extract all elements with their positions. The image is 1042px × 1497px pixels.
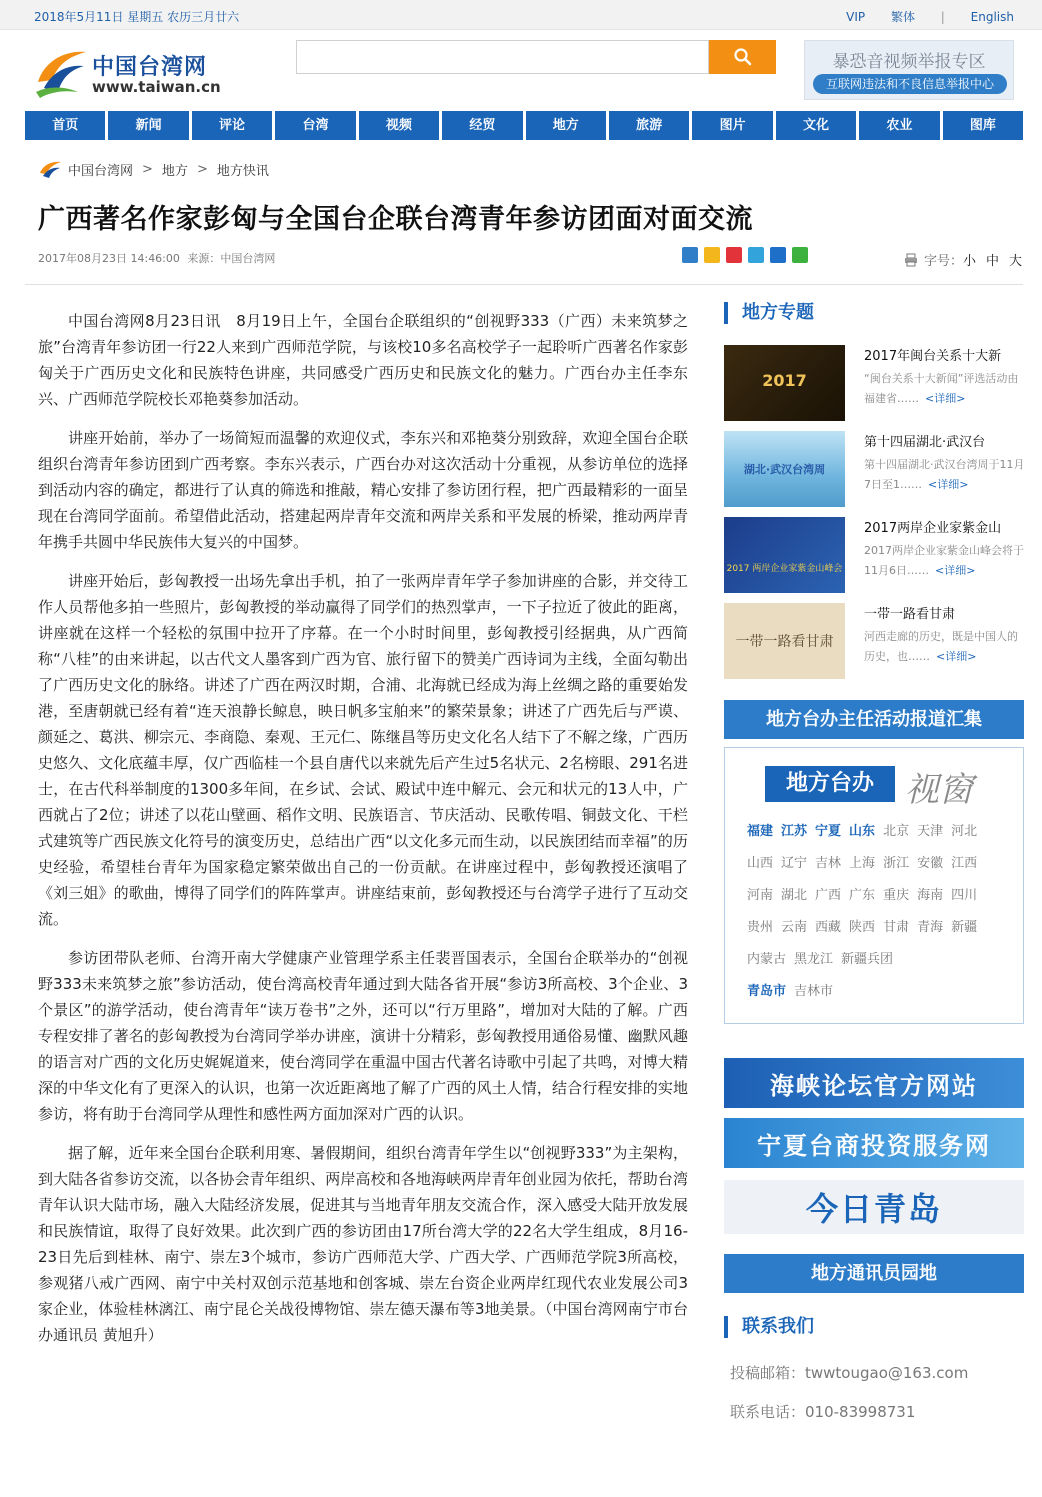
region-link[interactable]: 甘肃 [883,920,910,935]
contact-email: 投稿邮箱：twwtougao@163.com [730,1364,969,1382]
breadcrumb-separator: > [142,161,153,177]
topic-more-link[interactable]: <详细> [936,650,977,663]
share-bar [682,247,808,263]
logo-bird-icon [38,159,62,179]
topic-item[interactable] [724,603,1024,681]
nav-item-travel[interactable]: 旅游 [609,111,689,140]
separator: | [940,10,945,24]
topic-more-link[interactable]: <详细> [925,392,966,405]
site-logo[interactable] [34,42,234,102]
printer-icon[interactable] [904,253,918,267]
region-link[interactable]: 贵州 [747,920,774,935]
region-link[interactable]: 北京 [883,824,910,839]
article-source: 来源：中国台湾网 [187,252,276,265]
share-tencent-icon[interactable] [748,247,764,263]
breadcrumb-separator: > [196,161,208,177]
region-link[interactable]: 内蒙古 [747,952,787,967]
topic-desc-text: 第十四届湖北·武汉台湾周于11月7日至1…… [864,458,1025,491]
region-link[interactable]: 西藏 [815,920,842,935]
logo-chinese: 中国台湾网 [92,55,208,80]
region-link[interactable]: 浙江 [883,856,910,871]
director-report-banner[interactable]: 地方台办主任活动报道汇集 [724,700,1024,739]
region-link[interactable]: 四川 [951,888,978,903]
contact-phone: 联系电话：010-83998731 [730,1403,916,1421]
font-large-button[interactable]: 大 [1009,254,1023,269]
region-link[interactable]: 山西 [747,856,774,871]
topic-desc [864,541,1026,581]
share-wechat-icon[interactable] [792,247,808,263]
region-links [747,820,1009,1012]
nav-item-taiwan[interactable]: 台湾 [275,111,355,140]
region-link[interactable]: 辽宁 [781,856,808,871]
share-qzone-icon[interactable] [704,247,720,263]
topic-item[interactable] [724,345,1024,423]
article-date: 2017年08月23日 14:46:00 [38,252,180,265]
region-link[interactable]: 青海 [917,920,944,935]
topic-item[interactable] [724,517,1024,595]
nav-item-gallery[interactable]: 图库 [943,111,1023,140]
share-renren-icon[interactable] [770,247,786,263]
correspondent-banner[interactable]: 地方通讯员园地 [724,1254,1024,1293]
region-link[interactable]: 吉林市 [794,984,834,999]
topic-thumbnail[interactable] [724,517,845,593]
topic-desc [864,627,1026,667]
nav-item-news[interactable]: 新闻 [108,111,188,140]
article-body [38,308,688,1361]
search-button[interactable] [709,40,776,74]
main-nav [25,111,1023,140]
topic-thumb-text: 2017 [762,371,807,390]
article-paragraph: 讲座开始后，彭匈教授一出场先拿出手机，拍了一张两岸青年学子参加讲座的合影，并交待工作人员帮他多拍一些照片，彭匈教授的举动赢得了同学们的热烈掌声，一下子拉近了彼此的距离，讲座就在这样一个轻松的氛围中拉开了序幕。在一个小时时间里，彭匈教授引经据典，从广西简称“八桂”的由来讲起，以古代文人墨客到广西为官、旅行留下的赞美广西诗词为主线，全面勾勒出了广西历史文化的脉络。讲述了广西在两汉时期，合浦、北海就已经成为海上丝绸之路的重要始发港，至唐朝就已经有着“连天浪静长鲸息，映日帆多宝舶来”的繁荣景象；讲述了广西先后与严谟、颜延之、葛洪、柳宗元、李商隐、秦观、王元仁、陈继昌等历史文化名人结下了不解之缘，广西历史悠久、文化底蕴丰厚，仅广西临桂一个县自唐代以来就先后产生过5名状元、2名榜眼、291名进士，在古代科举制度的1300多年间，在乡试、会试、殿试中连中解元、会元和状元的13人中，广西就占了2位；讲述了以花山壁画、稻作文明、民族语言、节庆活动、民歌传唱、铜鼓文化、干栏式建筑等广西民族文化符号的演变历史，总结出广西“以文化多元而生动，以民族团结而幸福”的历史经验，希望桂台青年为国家稳定繁荣做出自己的一份贡献。在讲座过程中，彭匈教授还演唱了《刘三姐》的歌曲，博得了同学们的阵阵掌声。讲座结束前，彭匈教授还与台湾学子进行了互动交流。 [38,572,688,928]
logo-english: www.taiwan.cn [92,78,221,96]
topic-desc [864,369,1026,409]
article-paragraph: 参访团带队老师、台湾开南大学健康产业管理学系主任裴晋国表示，全国台企联举办的“创视野333未来筑梦之旅”参访活动，使台湾高校青年通过到大陆各省开展“参访3所高校、3个企业、3个景区”的游学活动，使台湾青年“读万卷书”之外，还可以“行万里路”，增加对大陆的了解。广西专程安排了著名的彭匈教授为台湾同学举办讲座，演讲十分精彩，彭匈教授用通俗易懂、幽默风趣的语言对广西的文化历史娓娓道来，使台湾同学在重温中国古代著名诗歌中引起了共鸣，对博大精深的中华文化有了更深入的认识，也第一次近距离地了解了广西的风土人情，结合行程安排的实地参访，将有助于台湾同学从理性和感性两方面加深对广西的认识。 [38,949,688,1123]
contact-heading: 联系我们 [724,1316,814,1338]
region-link[interactable]: 福建 [747,824,774,839]
breadcrumb-home[interactable]: 中国台湾网 [68,163,134,179]
search-icon [733,47,753,67]
font-medium-button[interactable]: 中 [986,254,1000,269]
topic-more-link[interactable]: <详细> [928,478,969,491]
breadcrumb [38,159,269,179]
breadcrumb-local-news[interactable]: 地方快讯 [216,163,269,179]
regional-office-title [765,762,987,810]
report-zone-banner[interactable] [804,40,1014,100]
region-link[interactable]: 河南 [747,888,774,903]
topic-title[interactable]: 2017年闽台关系十大新 [864,349,1002,364]
region-link[interactable]: 青岛市 [747,984,787,999]
report-title: 暴恐音视频举报专区 [832,52,986,72]
region-link[interactable]: 云南 [781,920,808,935]
logo-bird-icon [34,42,88,98]
topic-desc-text: 河西走廊的历史，既是中国人的历史，也…… [864,630,1018,663]
topic-thumbnail[interactable] [724,345,845,421]
share-plus-icon[interactable] [682,247,698,263]
topic-thumbnail[interactable] [724,431,845,507]
region-link[interactable]: 天津 [917,824,944,839]
region-link[interactable]: 河北 [951,824,978,839]
traditional-link[interactable]: 繁体 [890,10,915,24]
article-meta [38,250,279,266]
topic-desc [864,455,1026,495]
today-qingdao-banner[interactable]: 今日青岛 [724,1180,1024,1234]
report-subtitle: 互联网违法和不良信息举报中心 [813,74,1007,94]
region-link[interactable]: 吉林 [815,856,842,871]
region-link[interactable]: 湖北 [781,888,808,903]
topic-thumb-text: 一带一路看甘肃 [735,634,834,650]
region-link[interactable]: 新疆 [951,920,978,935]
nav-item-culture[interactable]: 文化 [776,111,856,140]
font-small-button[interactable]: 小 [963,254,977,269]
breadcrumb-local[interactable]: 地方 [161,163,188,179]
region-link[interactable]: 上海 [849,856,876,871]
font-size-control [904,250,1022,269]
topic-more-link[interactable]: <详细> [935,564,976,577]
regional-office-box [724,747,1024,1024]
top-bar [0,0,1042,30]
region-link[interactable]: 海南 [917,888,944,903]
article-paragraph: 讲座开始前，举办了一场简短而温馨的欢迎仪式，李东兴和邓艳葵分别致辞，欢迎全国台企联组织台湾青年参访团到广西考察。李东兴表示，广西台办对这次活动十分重视，从参访单位的选择到活动内容的确定，都进行了认真的筛选和推敲，精心安排了参访团行程，把广西最精彩的一面呈现在台湾同学面前。希望借此活动，搭建起两岸青年交流和两岸关系和平发展的桥梁，推动两岸青年携手共圆中华民族伟大复兴的中国梦。 [38,429,688,551]
topic-title[interactable]: 第十四届湖北·武汉台 [864,435,986,450]
topic-title[interactable]: 2017两岸企业家紫金山 [864,521,1002,536]
article-title: 广西著名作家彭匈与全国台企联台湾青年参访团面对面交流 [38,204,753,235]
region-link[interactable]: 山东 [849,824,876,839]
nav-item-economy[interactable]: 经贸 [442,111,522,140]
nav-item-home[interactable]: 首页 [25,111,105,140]
region-link[interactable]: 新疆兵团 [841,952,894,967]
font-size-label: 字号： [924,254,964,269]
top-links [824,8,1014,25]
english-link[interactable]: English [970,10,1014,24]
nav-item-agriculture[interactable]: 农业 [859,111,939,140]
region-link[interactable]: 广东 [849,888,876,903]
ningxia-investment-banner[interactable]: 宁夏台商投资服务网 [724,1118,1024,1168]
vip-link[interactable]: VIP [846,10,866,24]
date-text: 2018年5月11日 星期五 农历三月廿六 [34,10,240,24]
topic-thumbnail[interactable] [724,603,845,679]
article-paragraph: 中国台湾网8月23日讯 8月19日上午，全国台企联组织的“创视野333（广西）未来筑梦之旅”台湾青年参访团一行22人来到广西师范学院，与该校10多名高校学子一起聆听广西著名作家彭匈关于广西历史文化和民族特色讲座，共同感受广西历史和民族文化的魅力。广西台办主任李东兴、广西师范学院校长邓艳葵参加活动。 [38,312,688,408]
topics-heading: 地方专题 [724,302,814,324]
region-link[interactable]: 陕西 [849,920,876,935]
topic-thumb-text: 湖北·武汉台湾周 [743,463,826,476]
nav-item-video[interactable]: 视频 [359,111,439,140]
article-paragraph: 据了解，近年来全国台企联利用寒、暑假期间，组织台湾青年学生以“创视野333”为主架构，到大陆各省参访交流，以各协会青年组织、两岸高校和各地海峡两岸青年创业园为依托，帮助台湾青年认识大陆市场，融入大陆经济发展，促进其与当地青年朋友交流合作，深入感受大陆开放发展和民族情谊，取得了良好效果。此次到广西的参访团由17所台湾大学的22名大学生组成，8月16-23日先后到桂林、南宁、崇左3个城市，参访广西师范大学、广西大学、广西师范学院3所高校，参观猪八戒广西网、南宁中关村双创示范基地和创客城、崇左台资企业两岸红现代农业发展公司3家企业，体验桂林漓江、南宁昆仑关战役博物馆、崇左德天瀑布等3地美景。（中国台湾网南宁市台办通讯员 黄旭升） [38,1144,688,1344]
share-weibo-icon[interactable] [726,247,742,263]
topic-item[interactable] [724,431,1024,509]
topic-desc-text: 2017两岸企业家紫金山峰会将于11月6日…… [864,544,1024,577]
topic-thumb-text: 2017 两岸企业家紫金山峰会 [726,564,843,574]
region-link[interactable]: 安徽 [917,856,944,871]
region-link[interactable]: 江西 [951,856,978,871]
nav-item-photo[interactable]: 图片 [692,111,772,140]
region-link[interactable]: 黑龙江 [794,952,834,967]
divider [25,284,1023,285]
strait-forum-banner[interactable]: 海峡论坛官方网站 [724,1058,1024,1108]
topic-desc-text: “闽台关系十大新闻”评选活动由福建省…… [864,372,1019,405]
search-input[interactable] [296,40,709,74]
topic-title[interactable]: 一带一路看甘肃 [864,607,956,622]
regional-office-title-window: 视窗 [905,770,973,810]
region-link[interactable]: 重庆 [883,888,910,903]
nav-item-comment[interactable]: 评论 [192,111,272,140]
regional-office-title-main: 地方台办 [765,766,895,802]
region-link[interactable]: 江苏 [781,824,808,839]
region-link[interactable]: 宁夏 [815,824,842,839]
nav-item-local[interactable]: 地方 [526,111,606,140]
region-link[interactable]: 广西 [815,888,842,903]
